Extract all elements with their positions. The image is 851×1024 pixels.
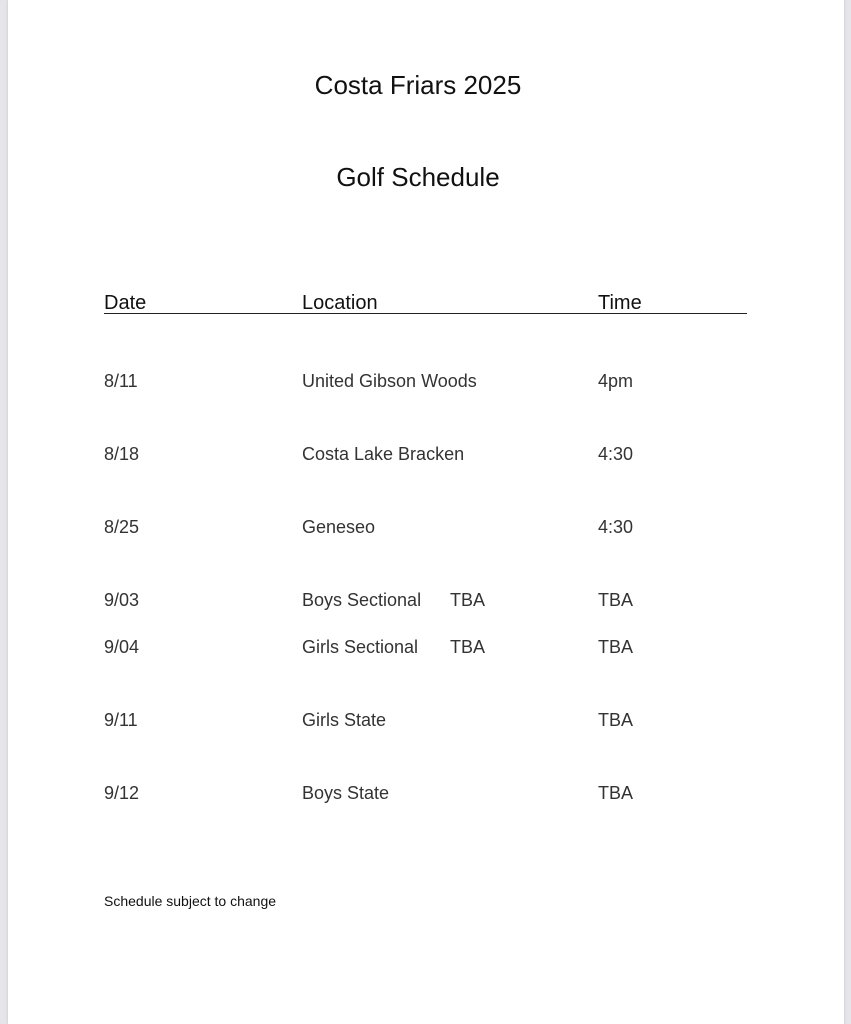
row-date: 9/12 (104, 783, 140, 803)
document-page (8, 0, 844, 1024)
document-subtitle: Golf Schedule (336, 162, 500, 192)
row-date: 9/04 (104, 637, 140, 657)
row-time: TBA (598, 590, 634, 610)
row-location: Boys State (302, 783, 390, 803)
row-time: 4pm (598, 371, 634, 391)
row-date: 9/11 (104, 710, 138, 730)
column-header-time: Time (598, 292, 642, 314)
row-location-note: TBA (450, 637, 486, 657)
row-date: 8/25 (104, 517, 140, 537)
row-location: Girls State (302, 710, 387, 730)
row-location-note: TBA (450, 590, 486, 610)
row-location: Boys Sectional (302, 590, 422, 610)
row-date: 9/03 (104, 590, 140, 610)
row-time: TBA (598, 783, 634, 803)
row-location: Girls Sectional (302, 637, 419, 657)
header-rule (104, 313, 747, 314)
document-title: Costa Friars 2025 (314, 70, 522, 100)
row-location: United Gibson Woods (302, 371, 477, 391)
row-date: 8/18 (104, 444, 140, 464)
row-time: TBA (598, 637, 634, 657)
footnote: Schedule subject to change (104, 893, 277, 909)
row-date: 8/11 (104, 371, 138, 391)
row-time: 4:30 (598, 444, 634, 464)
column-header-date: Date (104, 292, 147, 314)
column-header-location: Location (302, 292, 378, 314)
row-time: 4:30 (598, 517, 634, 537)
row-time: TBA (598, 710, 634, 730)
row-location: Costa Lake Bracken (302, 444, 465, 464)
row-location: Geneseo (302, 517, 376, 537)
